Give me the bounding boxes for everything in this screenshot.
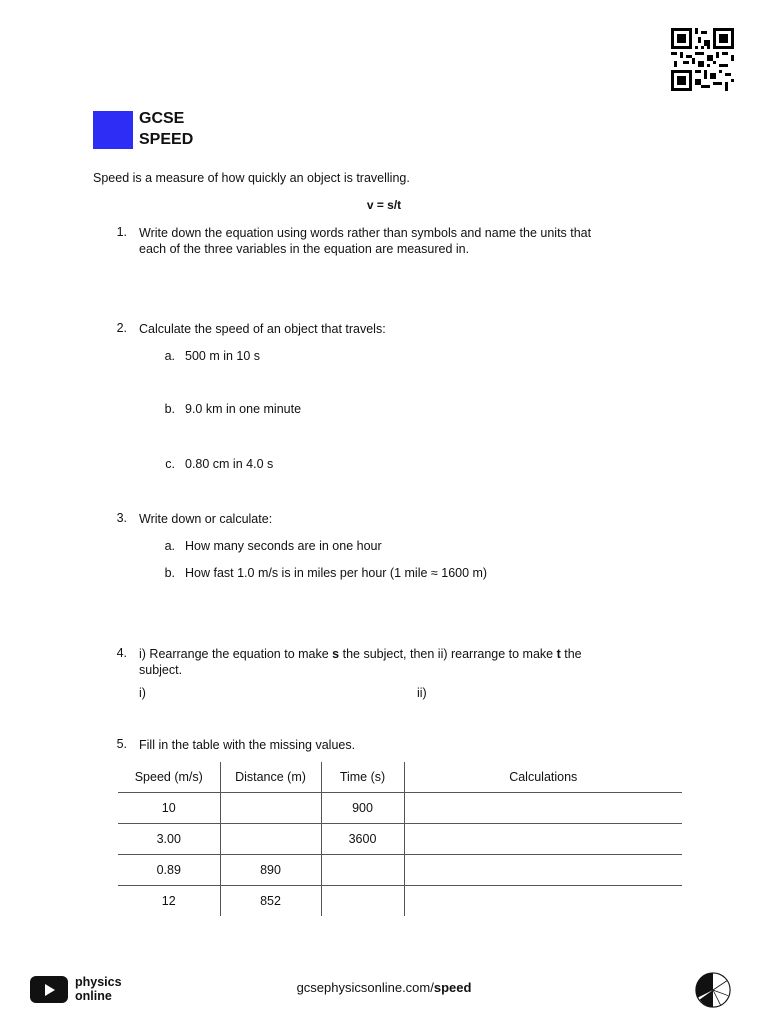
calculations-cell[interactable] xyxy=(404,886,682,917)
answer-label-ii: ii) xyxy=(417,686,427,700)
distance-cell: 890 xyxy=(220,855,321,886)
question-number: 1. xyxy=(116,225,127,239)
calculations-cell[interactable] xyxy=(404,855,682,886)
intro-text: Speed is a measure of how quickly an object is travelling. xyxy=(93,171,410,185)
page-title xyxy=(139,108,193,150)
question-1-line-1: Write down the equation using words rather than symbols and name the units that xyxy=(139,226,592,240)
question-1-text xyxy=(139,225,591,257)
part-letter: a. xyxy=(164,349,175,363)
question-2-text: Calculate the speed of an object that travels: xyxy=(139,322,386,336)
question-number: 5. xyxy=(116,737,127,751)
answer-label-i: i) xyxy=(139,686,146,700)
pie-badge-icon xyxy=(694,971,732,1009)
table-row xyxy=(118,824,682,855)
question-1-line-2: each of the three variables in the equation are measured in. xyxy=(139,242,470,256)
question-2a-text: 500 m in 10 s xyxy=(185,349,261,363)
distance-cell[interactable] xyxy=(220,824,321,855)
table-header-row xyxy=(118,762,682,793)
table-row xyxy=(118,793,682,824)
question-4-line-2: subject. xyxy=(139,663,183,677)
question-number: 2. xyxy=(116,321,127,335)
qr-code-icon xyxy=(669,28,736,91)
variable-t: t xyxy=(556,647,561,661)
part-letter: c. xyxy=(165,457,175,471)
part-letter: a. xyxy=(164,539,175,553)
calculations-cell[interactable] xyxy=(404,793,682,824)
speed-cell: 12 xyxy=(161,894,176,908)
calculations-cell[interactable] xyxy=(404,824,682,855)
part-letter: b. xyxy=(164,402,175,416)
question-4-line-1 xyxy=(139,646,582,662)
variable-s: s xyxy=(332,647,340,661)
question-5-text: Fill in the table with the missing values. xyxy=(139,738,356,752)
part-letter: b. xyxy=(164,566,175,580)
question-3a-text: How many seconds are in one hour xyxy=(185,539,382,553)
title-topic: SPEED xyxy=(139,131,194,148)
time-cell[interactable] xyxy=(321,886,404,917)
distance-cell[interactable] xyxy=(220,793,321,824)
table-row xyxy=(118,886,682,917)
brand-line-1: physics xyxy=(75,975,122,989)
url-path: speed xyxy=(433,980,472,995)
column-header-distance: Distance (m) xyxy=(220,762,321,793)
title-level: GCSE xyxy=(139,110,185,127)
brand-color-block xyxy=(93,111,133,149)
question-4-segment: the xyxy=(560,647,582,661)
speed-table xyxy=(118,762,682,916)
time-cell: 3600 xyxy=(321,824,404,855)
column-header-speed: Speed (m/s) xyxy=(118,762,220,793)
question-4-segment: the subject, then ii) rearrange to make xyxy=(339,647,557,661)
question-number: 4. xyxy=(116,646,127,660)
speed-cell: 3.00 xyxy=(118,824,220,855)
question-2c-text: 0.80 cm in 4.0 s xyxy=(185,457,274,471)
footer-url-link[interactable] xyxy=(0,980,768,995)
time-cell[interactable] xyxy=(321,855,404,886)
speed-equation: v = s/t xyxy=(366,198,402,212)
question-number: 3. xyxy=(116,511,127,525)
question-2b-text: 9.0 km in one minute xyxy=(185,402,302,416)
question-4-text xyxy=(139,646,582,678)
question-3b-text: How fast 1.0 m/s is in miles per hour (1 mile ≈ 1600 m) xyxy=(185,566,488,580)
url-domain: gcsephysicsonline.com/ xyxy=(296,980,434,995)
distance-cell: 852 xyxy=(220,886,321,917)
brand-line-2: online xyxy=(75,989,112,1003)
speed-cell: 10 xyxy=(118,793,220,824)
speed-cell: 0.89 xyxy=(118,855,220,886)
table-row xyxy=(118,855,682,886)
question-4-segment: i) Rearrange the equation to make xyxy=(139,647,333,661)
question-3-text: Write down or calculate: xyxy=(139,512,273,526)
time-cell: 900 xyxy=(321,793,404,824)
column-header-time: Time (s) xyxy=(321,762,404,793)
column-header-calculations: Calculations xyxy=(404,762,682,793)
